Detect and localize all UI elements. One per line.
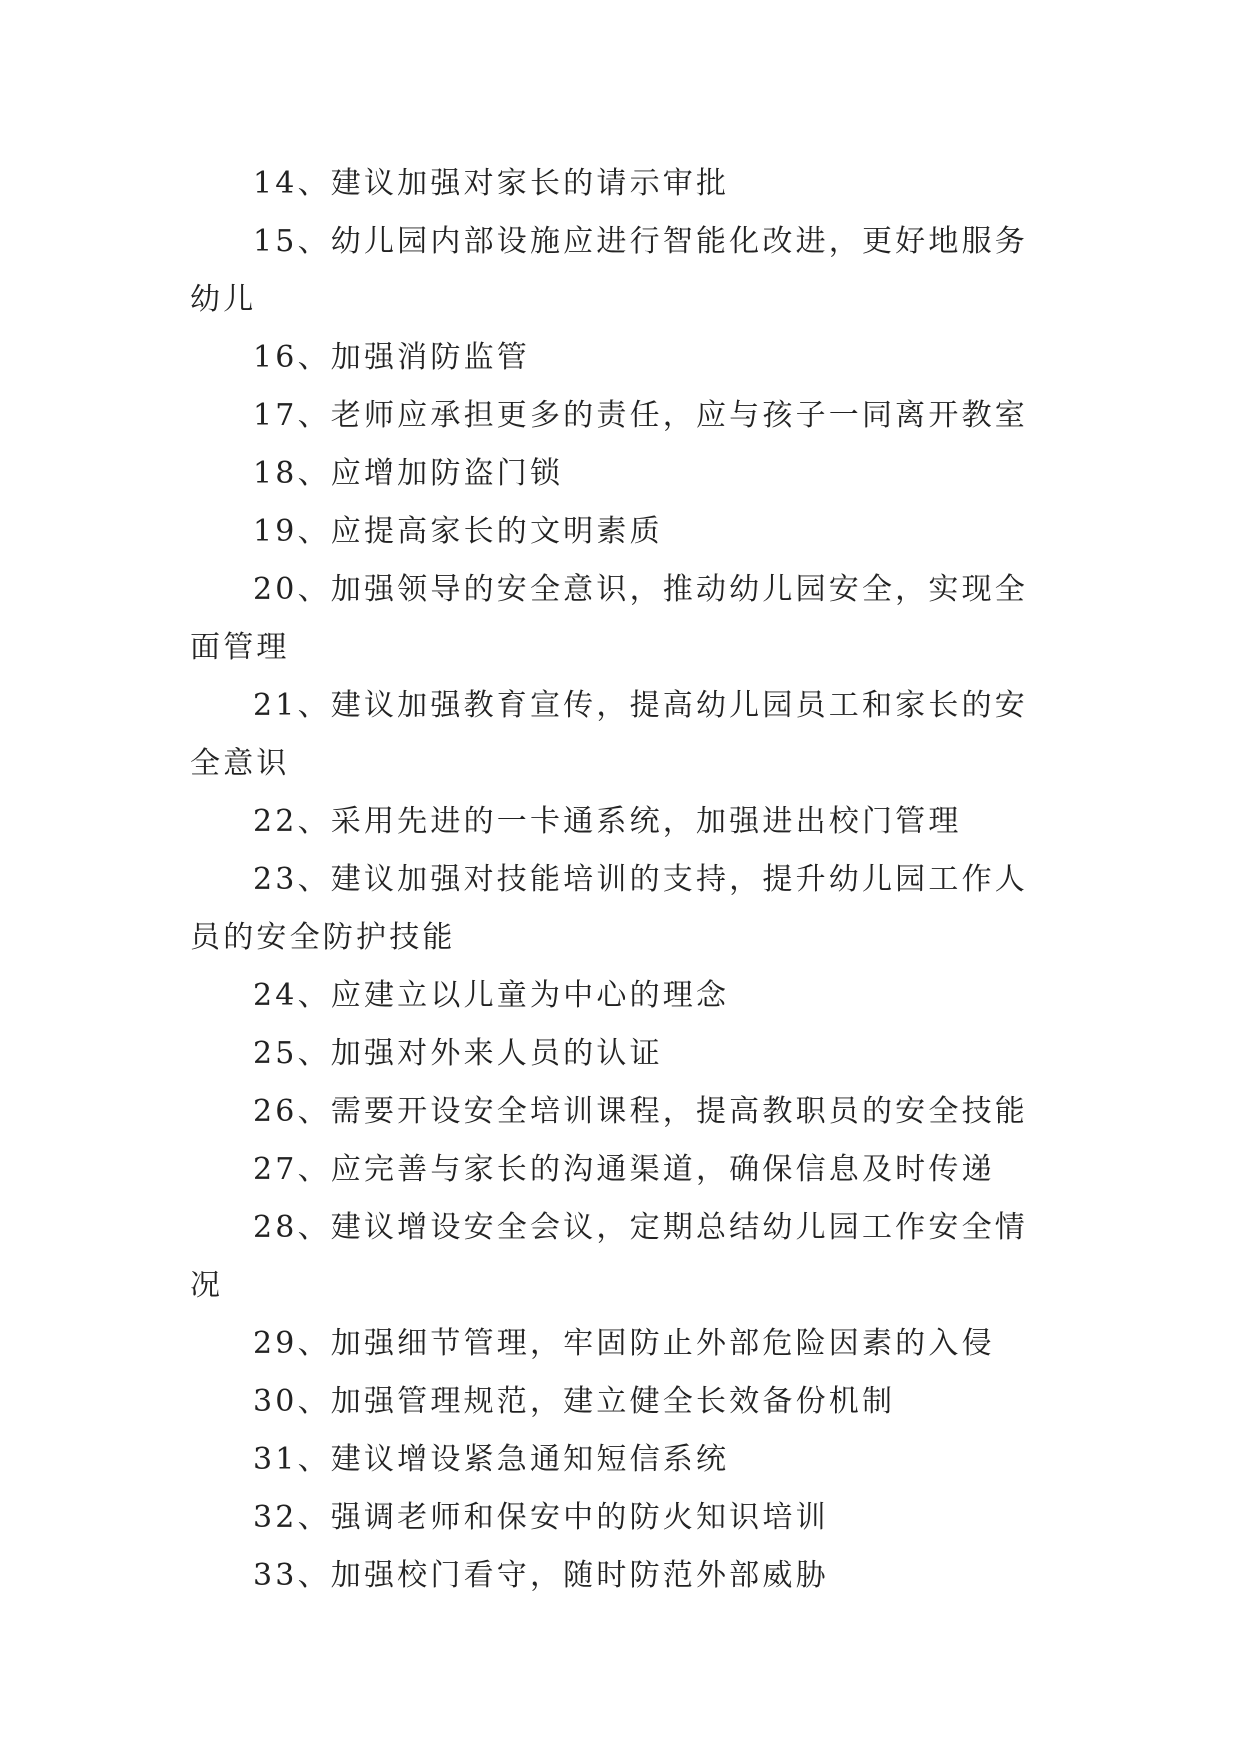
list-item-14: 14、建议加强对家长的请示审批 bbox=[253, 166, 730, 201]
list-item-27: 27、应完善与家长的沟通渠道，确保信息及时传递 bbox=[253, 1152, 995, 1187]
list-item-31: 31、建议增设紧急通知短信系统 bbox=[253, 1442, 730, 1477]
list-item-21: 21、建议加强教育宣传，提高幼儿园员工和家长的安全意识 bbox=[190, 688, 1028, 781]
list-item-26: 26、需要开设安全培训课程，提高教职员的安全技能 bbox=[253, 1094, 1028, 1129]
list-item-33: 33、加强校门看守，随时防范外部威胁 bbox=[253, 1558, 829, 1593]
list-item-25: 25、加强对外来人员的认证 bbox=[253, 1036, 663, 1071]
list-item-15: 15、幼儿园内部设施应进行智能化改进，更好地服务幼儿 bbox=[190, 224, 1028, 317]
suggestion-list bbox=[190, 155, 1050, 1605]
list-item-32: 32、强调老师和保安中的防火知识培训 bbox=[253, 1500, 829, 1535]
list-item-30: 30、加强管理规范，建立健全长效备份机制 bbox=[253, 1384, 896, 1419]
list-item-19: 19、应提高家长的文明素质 bbox=[253, 514, 663, 549]
list-item-29: 29、加强细节管理，牢固防止外部危险因素的入侵 bbox=[253, 1326, 995, 1361]
list-item-28: 28、建议增设安全会议，定期总结幼儿园工作安全情况 bbox=[190, 1210, 1028, 1303]
list-item-18: 18、应增加防盗门锁 bbox=[253, 456, 564, 491]
list-item-22: 22、采用先进的一卡通系统，加强进出校门管理 bbox=[253, 804, 962, 839]
list-item-20: 20、加强领导的安全意识，推动幼儿园安全，实现全面管理 bbox=[190, 572, 1028, 665]
list-item-23: 23、建议加强对技能培训的支持，提升幼儿园工作人员的安全防护技能 bbox=[190, 862, 1028, 955]
list-item-24: 24、应建立以儿童为中心的理念 bbox=[253, 978, 730, 1013]
list-item-16: 16、加强消防监管 bbox=[253, 340, 530, 375]
list-item-17: 17、老师应承担更多的责任，应与孩子一同离开教室 bbox=[253, 398, 1028, 433]
